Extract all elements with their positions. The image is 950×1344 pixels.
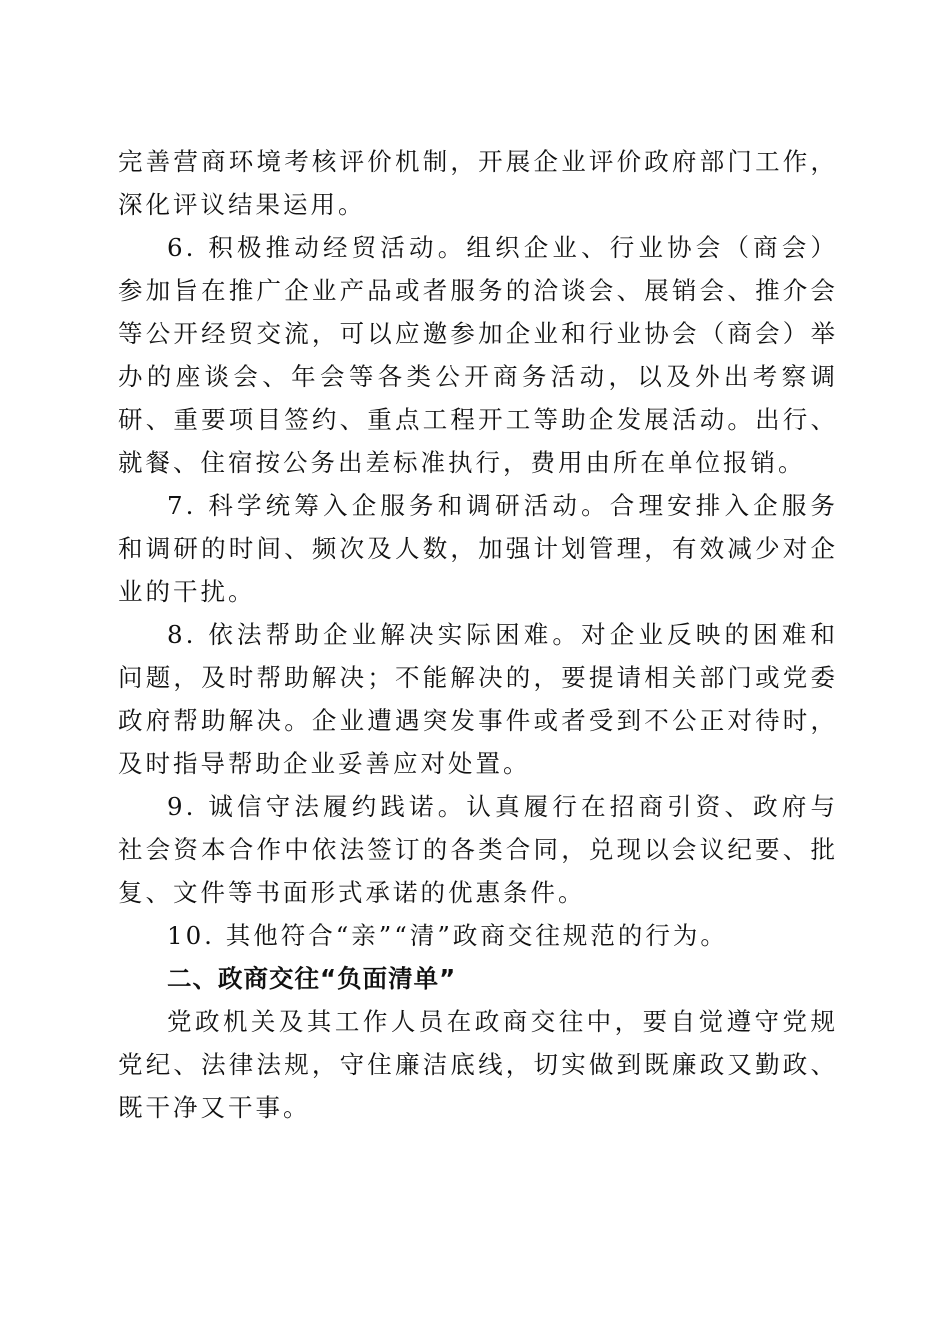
document-page	[118, 140, 838, 1129]
paragraph-item-9: 9. 诚信守法履约践诺。认真履行在招商引资、政府与社会资本合作中依法签订的各类合同，兑现以会议纪要、批复、文件等书面形式承诺的优惠条件。	[118, 792, 838, 907]
paragraph-item-8: 8. 依法帮助企业解决实际困难。对企业反映的困难和问题，及时帮助解决；不能解决的，要提请相关部门或党委政府帮助解决。企业遭遇突发事件或者受到不公正对待时，及时指导帮助企业妥善应对处置。	[118, 620, 838, 778]
paragraph-continuation: 完善营商环境考核评价机制，开展企业评价政府部门工作，深化评议结果运用。	[118, 147, 838, 219]
paragraph-item-6: 6. 积极推动经贸活动。组织企业、行业协会（商会）参加旨在推广企业产品或者服务的洽谈会、展销会、推介会等公开经贸交流，可以应邀参加企业和行业协会（商会）举办的座谈会、年会等各类公开商务活动，以及外出考察调研、重要项目签约、重点工程开工等助企发展活动。出行、就餐、住宿按公务出差标准执行，费用由所在单位报销。	[118, 233, 838, 477]
section-heading: 二、政商交往“负面清单”	[167, 964, 457, 993]
paragraph-closing: 党政机关及其工作人员在政商交往中，要自觉遵守党规党纪、法律法规，守住廉洁底线，切实做到既廉政又勤政、既干净又干事。	[118, 1007, 838, 1122]
paragraph-item-10: 10. 其他符合“亲”“清”政商交往规范的行为。	[167, 921, 728, 950]
paragraph-item-7: 7. 科学统筹入企服务和调研活动。合理安排入企服务和调研的时间、频次及人数，加强计划管理，有效减少对企业的干扰。	[118, 491, 838, 606]
